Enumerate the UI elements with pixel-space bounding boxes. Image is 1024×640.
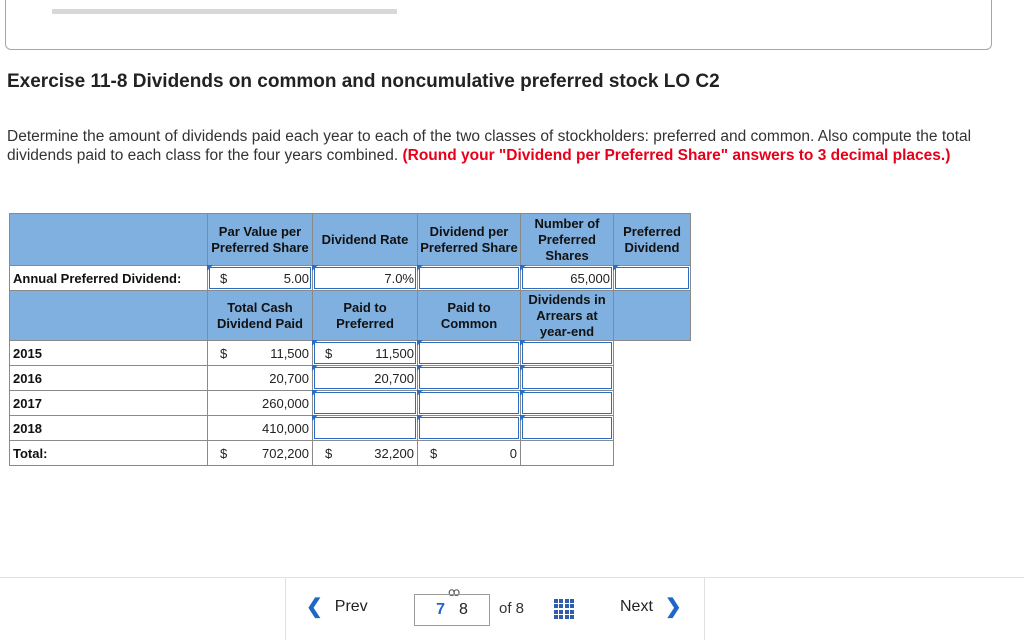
total-cash-cell <box>208 391 313 416</box>
previous-question-card <box>5 0 992 50</box>
total-cash-cell <box>208 416 313 441</box>
paid-preferred-sum: $ 32,200 <box>313 441 418 466</box>
header-pref-dividend: Preferred Dividend <box>614 214 691 266</box>
table-row <box>10 416 691 441</box>
prev-button[interactable] <box>306 598 368 616</box>
header-dividend-rate: Dividend Rate <box>313 214 418 266</box>
arrears-input[interactable] <box>521 391 614 416</box>
link-icon: ꝏ <box>448 585 461 599</box>
arrears-input[interactable] <box>521 341 614 366</box>
paid-common-input[interactable] <box>418 366 521 391</box>
year-label: 2017 <box>10 391 208 416</box>
page-selector[interactable] <box>414 594 490 626</box>
total-cash-sum: $ 702,200 <box>208 441 313 466</box>
dividend-rate-value: 7.0% <box>384 270 414 286</box>
total-cash-value: 20,700 <box>269 370 309 386</box>
num-shares-input[interactable] <box>521 266 614 291</box>
table-row <box>10 391 691 416</box>
par-value: 5.00 <box>283 270 309 286</box>
prev-label: Prev <box>334 598 368 615</box>
total-cash-value: 260,000 <box>262 395 309 411</box>
subheader-total-cash: Total Cash Dividend Paid <box>208 291 313 341</box>
year-label: 2015 <box>10 341 208 366</box>
total-cash-value: 11,500 <box>270 345 309 361</box>
next-label: Next <box>620 598 653 615</box>
year-label: 2018 <box>10 416 208 441</box>
page-navigation <box>285 578 705 640</box>
paid-common-input[interactable] <box>418 341 521 366</box>
chevron-right-icon: ❯ <box>664 596 682 618</box>
header-div-per-share: Dividend per Preferred Share <box>418 214 521 266</box>
annual-row-label: Annual Preferred Dividend: <box>10 266 208 291</box>
arrears-input[interactable] <box>521 366 614 391</box>
total-cash-cell: $ 11,500 <box>208 341 313 366</box>
exercise-title: Exercise 11-8 Dividends on common and noncumulative preferred stock LO C2 <box>7 71 720 92</box>
subheader-arrears: Dividends in Arrears at year-end <box>521 291 614 341</box>
instructions-text: Determine the amount of dividends paid each year to each of the two classes of stockholders: preferred and common. Also compute the total dividends paid to each class for the four years combined. <box>7 128 972 164</box>
paid-preferred-input[interactable] <box>313 391 418 416</box>
chevron-left-icon: ❮ <box>306 596 323 618</box>
paid-common-input[interactable] <box>418 391 521 416</box>
pref-dividend-input[interactable] <box>614 266 691 291</box>
arrears-sum <box>521 441 614 466</box>
paid-preferred-input[interactable]: 20,700 <box>313 366 418 391</box>
subheader-paid-preferred: Paid to Preferred <box>313 291 418 341</box>
num-shares-value: 65,000 <box>570 270 610 286</box>
arrears-input[interactable] <box>521 416 614 441</box>
total-label: Total: <box>10 441 208 466</box>
card-divider-bar <box>52 9 397 14</box>
total-cash-cell <box>208 366 313 391</box>
total-row <box>10 441 691 466</box>
par-value-input[interactable] <box>208 266 313 291</box>
paid-preferred-input[interactable] <box>313 416 418 441</box>
grid-view-icon[interactable] <box>554 599 574 619</box>
subheader-paid-common: Paid to Common <box>418 291 521 341</box>
total-cash-value: 410,000 <box>262 420 309 436</box>
page-count: of 8 <box>499 600 525 617</box>
instructions <box>7 127 1017 165</box>
subheader-blank <box>10 291 208 341</box>
year-label: 2016 <box>10 366 208 391</box>
paid-preferred-input[interactable]: $ 11,500 <box>313 341 418 366</box>
header-num-shares: Number of Preferred Shares <box>521 214 614 266</box>
next-button[interactable] <box>620 598 682 616</box>
current-page: 7 <box>436 601 445 618</box>
dividends-table <box>9 213 691 466</box>
table-row <box>10 366 691 391</box>
subheader-blank-right <box>614 291 691 341</box>
rounding-note: (Round your "Dividend per Preferred Share" answers to 3 decimal places.) <box>402 147 951 164</box>
dividend-rate-input[interactable] <box>313 266 418 291</box>
div-per-share-input[interactable] <box>418 266 521 291</box>
header-blank <box>10 214 208 266</box>
next-page-number[interactable]: 8 <box>459 601 468 618</box>
currency-symbol: $ <box>220 270 228 286</box>
table-row <box>10 341 691 366</box>
header-par-value: Par Value per Preferred Share <box>208 214 313 266</box>
paid-common-sum: $ 0 <box>418 441 521 466</box>
paid-common-input[interactable] <box>418 416 521 441</box>
